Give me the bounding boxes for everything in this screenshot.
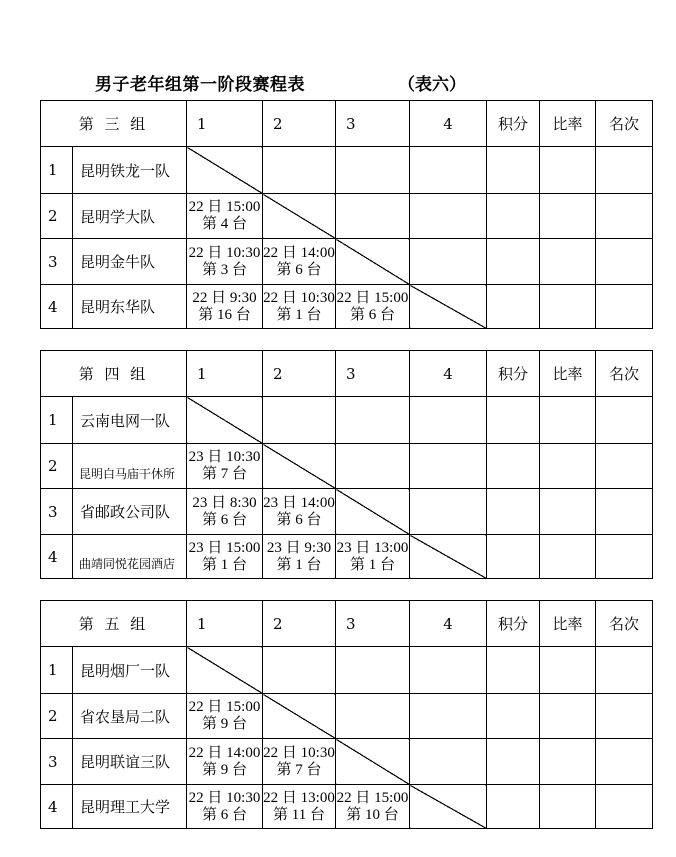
- match-time: 23 日 10:30: [188, 449, 261, 465]
- team-row: [41, 739, 653, 785]
- diagonal-cell: [187, 397, 263, 444]
- header-col-3: 3: [336, 101, 410, 147]
- diagonal-cell: [336, 489, 410, 535]
- empty-cell: [336, 444, 410, 489]
- diagonal-cell: [263, 194, 336, 239]
- empty-cell: [263, 647, 336, 694]
- empty-cell: [410, 397, 487, 444]
- match-cell: [187, 194, 263, 239]
- ratio-cell: [540, 239, 596, 285]
- ratio-cell: [540, 535, 596, 579]
- diagonal-cell: [410, 535, 487, 579]
- score-cell: [487, 444, 540, 489]
- match-time: 22 日 15:00: [336, 789, 409, 806]
- match-time: 23 日 15:00: [188, 539, 261, 556]
- match-table: 第 1 台: [202, 556, 248, 573]
- header-col-2: 2: [263, 101, 336, 147]
- match-cell: [263, 739, 336, 785]
- match-table: 第 1 台: [276, 306, 322, 323]
- diagonal-cell: [263, 444, 336, 489]
- group-table: [40, 350, 653, 579]
- team-row: [41, 147, 653, 194]
- ratio-cell: [540, 285, 596, 329]
- empty-cell: [410, 489, 487, 535]
- header-row: [41, 601, 653, 647]
- team-row: [41, 647, 653, 694]
- team-name: 昆明白马庙干休所: [73, 444, 187, 489]
- empty-cell: [410, 194, 487, 239]
- team-name: 昆明联谊三队: [73, 739, 187, 785]
- team-name: 昆明铁龙一队: [73, 147, 187, 194]
- match-cell: [263, 285, 336, 329]
- team-name: 省邮政公司队: [73, 489, 187, 535]
- match-table: 第 6 台: [202, 511, 248, 528]
- header-col-4: 4: [410, 351, 487, 397]
- match-cell: [263, 785, 336, 829]
- empty-cell: [336, 694, 410, 739]
- team-row: [41, 785, 653, 829]
- row-number: 4: [41, 285, 73, 329]
- team-name: 昆明东华队: [73, 285, 187, 329]
- header-col-3: 3: [336, 601, 410, 647]
- match-time: 22 日 15:00: [188, 199, 261, 215]
- ratio-cell: [540, 739, 596, 785]
- header-ratio: 比率: [540, 101, 596, 147]
- header-ratio: 比率: [540, 351, 596, 397]
- empty-cell: [410, 694, 487, 739]
- header-rank: 名次: [596, 351, 653, 397]
- match-time: 22 日 10:30: [188, 244, 261, 261]
- match-table: 第 6 台: [350, 306, 396, 323]
- team-row: [41, 489, 653, 535]
- row-number: 3: [41, 239, 73, 285]
- match-time: 22 日 10:30: [263, 744, 335, 761]
- match-table: 第 7 台: [202, 466, 248, 482]
- header-col-2: 2: [263, 351, 336, 397]
- ratio-cell: [540, 647, 596, 694]
- rank-cell: [596, 397, 653, 444]
- ratio-cell: [540, 194, 596, 239]
- header-score: 积分: [487, 101, 540, 147]
- team-row: [41, 444, 653, 489]
- page-title: 男子老年组第一阶段赛程表: [95, 75, 305, 95]
- team-row: [41, 194, 653, 239]
- ratio-cell: [540, 444, 596, 489]
- match-time: 22 日 15:00: [336, 289, 409, 306]
- diagonal-cell: [336, 239, 410, 285]
- team-row: [41, 285, 653, 329]
- match-time: 23 日 9:30: [266, 539, 332, 556]
- match-time: 22 日 13:00: [263, 789, 335, 806]
- match-table: 第 6 台: [202, 806, 248, 823]
- score-cell: [487, 535, 540, 579]
- score-cell: [487, 489, 540, 535]
- score-cell: [487, 239, 540, 285]
- score-cell: [487, 739, 540, 785]
- match-table: 第 3 台: [202, 261, 248, 278]
- match-table: 第 1 台: [276, 556, 322, 573]
- match-cell: [187, 785, 263, 829]
- row-number: 4: [41, 785, 73, 829]
- empty-cell: [336, 147, 410, 194]
- match-time: 22 日 14:00: [188, 744, 261, 761]
- match-cell: [187, 535, 263, 579]
- team-name: 昆明学大队: [73, 194, 187, 239]
- empty-cell: [410, 647, 487, 694]
- empty-cell: [336, 194, 410, 239]
- header-col-1: 1: [187, 601, 263, 647]
- rank-cell: [596, 444, 653, 489]
- score-cell: [487, 285, 540, 329]
- team-row: [41, 239, 653, 285]
- rank-cell: [596, 285, 653, 329]
- match-cell: [187, 239, 263, 285]
- diagonal-cell: [187, 647, 263, 694]
- match-table: 第 9 台: [202, 761, 248, 778]
- match-time: 22 日 15:00: [188, 699, 261, 715]
- header-col-4: 4: [410, 101, 487, 147]
- header-col-1: 1: [187, 101, 263, 147]
- ratio-cell: [540, 785, 596, 829]
- empty-cell: [410, 239, 487, 285]
- match-time: 23 日 8:30: [192, 494, 257, 511]
- group-table: [40, 100, 653, 329]
- match-cell: [187, 444, 263, 489]
- row-number: 3: [41, 489, 73, 535]
- row-number: 4: [41, 535, 73, 579]
- ratio-cell: [540, 489, 596, 535]
- match-cell: [187, 489, 263, 535]
- score-cell: [487, 647, 540, 694]
- empty-cell: [336, 397, 410, 444]
- diagonal-cell: [336, 739, 410, 785]
- match-time: 22 日 10:30: [188, 789, 261, 806]
- diagonal-cell: [263, 694, 336, 739]
- score-cell: [487, 194, 540, 239]
- row-number: 1: [41, 147, 73, 194]
- header-row: [41, 101, 653, 147]
- match-table: 第 6 台: [276, 511, 322, 528]
- rank-cell: [596, 785, 653, 829]
- match-cell: [263, 489, 336, 535]
- rank-cell: [596, 239, 653, 285]
- row-number: 3: [41, 739, 73, 785]
- team-row: [41, 694, 653, 739]
- match-table: 第 4 台: [202, 216, 248, 232]
- ratio-cell: [540, 694, 596, 739]
- diagonal-cell: [410, 785, 487, 829]
- match-time: 22 日 10:30: [263, 289, 335, 306]
- team-name: 昆明金牛队: [73, 239, 187, 285]
- row-number: 2: [41, 694, 73, 739]
- team-row: [41, 397, 653, 444]
- header-row: [41, 351, 653, 397]
- group-name: 第 五 组: [41, 601, 187, 647]
- rank-cell: [596, 647, 653, 694]
- score-cell: [487, 694, 540, 739]
- match-cell: [336, 785, 410, 829]
- rank-cell: [596, 147, 653, 194]
- empty-cell: [410, 147, 487, 194]
- header-col-3: 3: [336, 351, 410, 397]
- team-name: 曲靖同悦花园酒店: [73, 535, 187, 579]
- team-row: [41, 535, 653, 579]
- row-number: 2: [41, 444, 73, 489]
- match-cell: [187, 285, 263, 329]
- group-name: 第 三 组: [41, 101, 187, 147]
- empty-cell: [410, 444, 487, 489]
- match-table: 第 10 台: [346, 806, 399, 823]
- match-table: 第 16 台: [198, 306, 251, 323]
- header-rank: 名次: [596, 101, 653, 147]
- match-table: 第 9 台: [202, 716, 248, 732]
- rank-cell: [596, 739, 653, 785]
- diagonal-cell: [410, 285, 487, 329]
- score-cell: [487, 147, 540, 194]
- match-time: 23 日 13:00: [336, 539, 409, 556]
- rank-cell: [596, 535, 653, 579]
- score-cell: [487, 785, 540, 829]
- row-number: 2: [41, 194, 73, 239]
- match-cell: [187, 739, 263, 785]
- match-cell: [263, 239, 336, 285]
- group-table: [40, 600, 653, 829]
- diagonal-cell: [187, 147, 263, 194]
- table-number: （表六）: [398, 75, 466, 95]
- match-table: 第 11 台: [273, 806, 325, 823]
- match-table: 第 1 台: [350, 556, 396, 573]
- ratio-cell: [540, 147, 596, 194]
- row-number: 1: [41, 397, 73, 444]
- header-col-2: 2: [263, 601, 336, 647]
- header-score: 积分: [487, 351, 540, 397]
- team-name: 昆明烟厂一队: [73, 647, 187, 694]
- match-cell: [187, 694, 263, 739]
- match-time: 23 日 14:00: [263, 494, 335, 511]
- group-name: 第 四 组: [41, 351, 187, 397]
- header-col-4: 4: [410, 601, 487, 647]
- team-name: 省农垦局二队: [73, 694, 187, 739]
- rank-cell: [596, 489, 653, 535]
- match-table: 第 7 台: [276, 761, 322, 778]
- rank-cell: [596, 694, 653, 739]
- empty-cell: [410, 739, 487, 785]
- header-score: 积分: [487, 601, 540, 647]
- header-ratio: 比率: [540, 601, 596, 647]
- match-cell: [336, 535, 410, 579]
- score-cell: [487, 397, 540, 444]
- team-name: 云南电网一队: [73, 397, 187, 444]
- match-table: 第 6 台: [276, 261, 322, 278]
- empty-cell: [263, 147, 336, 194]
- empty-cell: [336, 647, 410, 694]
- match-cell: [263, 535, 336, 579]
- row-number: 1: [41, 647, 73, 694]
- match-cell: [336, 285, 410, 329]
- match-time: 22 日 9:30: [192, 289, 257, 306]
- match-time: 22 日 14:00: [263, 244, 335, 261]
- empty-cell: [263, 397, 336, 444]
- rank-cell: [596, 194, 653, 239]
- ratio-cell: [540, 397, 596, 444]
- team-name: 昆明理工大学: [73, 785, 187, 829]
- header-rank: 名次: [596, 601, 653, 647]
- header-col-1: 1: [187, 351, 263, 397]
